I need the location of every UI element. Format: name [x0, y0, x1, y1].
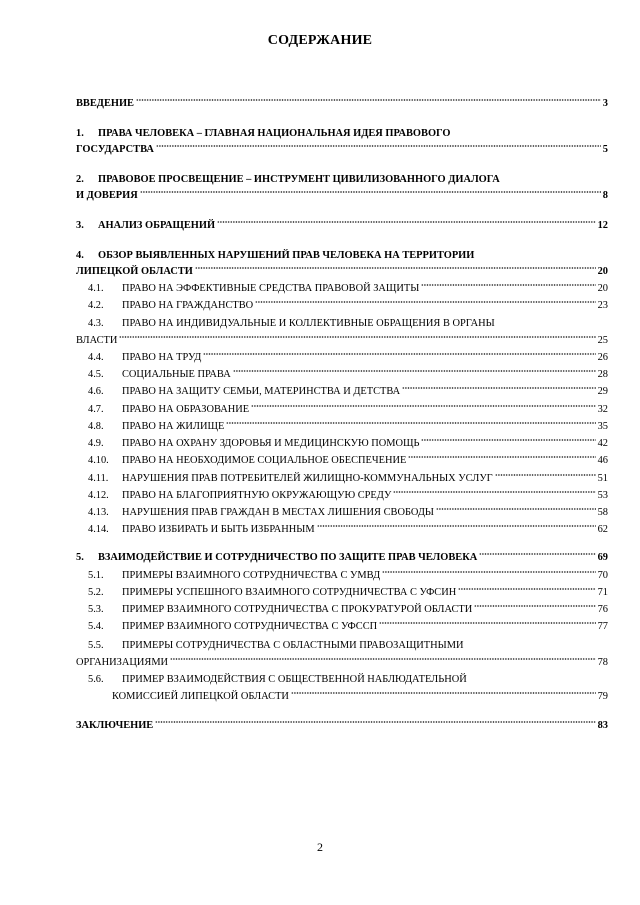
dot-leader: [458, 585, 595, 593]
toc-entry-text: ПРАВО НА НЕОБХОДИМОЕ СОЦИАЛЬНОЕ ОБЕСПЕЧЕНИЕ: [122, 455, 407, 466]
toc-entry-4-9[interactable]: [76, 437, 608, 450]
dot-leader: [233, 367, 596, 375]
toc-section-number: 4.5.: [88, 369, 104, 380]
toc-section-number: 4.10.: [88, 455, 109, 466]
dot-leader: [291, 689, 596, 697]
toc-entry-conclusion[interactable]: [76, 719, 608, 732]
toc-entry-4-6[interactable]: [76, 385, 608, 398]
toc-page-number: 83: [597, 720, 608, 731]
toc-section-number: 5.5.: [88, 640, 104, 651]
page-title: СОДЕРЖАНИЕ: [267, 33, 373, 48]
toc-entry-text: КОМИССИЕЙ ЛИПЕЦКОЙ ОБЛАСТИ: [112, 691, 289, 702]
toc-entry-2-line1[interactable]: [76, 173, 608, 186]
toc-page-number: 28: [597, 369, 608, 380]
toc-entry-text: ПРАВА ЧЕЛОВЕКА – ГЛАВНАЯ НАЦИОНАЛЬНАЯ ИДЕЯ ПРАВОВОГО: [98, 128, 451, 139]
toc-entry-5-3[interactable]: [76, 603, 608, 616]
toc-entry-text: ПРАВО НА ОБРАЗОВАНИЕ: [122, 404, 250, 415]
toc-page-number: 23: [597, 300, 608, 311]
toc-entry-text: АНАЛИЗ ОБРАЩЕНИЙ: [98, 220, 216, 231]
toc-entry-text: ЗАКЛЮЧЕНИЕ: [76, 720, 154, 731]
toc-entry-text: ВЗАИМОДЕЙСТВИЕ И СОТРУДНИЧЕСТВО ПО ЗАЩИТЕ ПРАВ ЧЕЛОВЕКА: [98, 552, 478, 563]
toc-entry-4[interactable]: [76, 265, 608, 278]
toc-page-number: 5: [602, 144, 608, 155]
toc-page-number: 42: [597, 438, 608, 449]
toc-section-number: 4.14.: [88, 524, 109, 535]
toc-page-number: 20: [597, 283, 608, 294]
toc-entry-2[interactable]: [76, 189, 608, 202]
dot-leader: [217, 218, 596, 226]
dot-leader: [140, 188, 601, 196]
dot-leader: [495, 471, 596, 479]
toc-page-number: 69: [597, 552, 608, 563]
toc-section-number: 5.6.: [88, 674, 104, 685]
toc-page-number: 53: [597, 490, 608, 501]
toc-section-number: 4.1.: [88, 283, 104, 294]
toc-section-number: 5.4.: [88, 621, 104, 632]
toc-entry-3[interactable]: [76, 219, 608, 232]
toc-page-number: 77: [597, 621, 608, 632]
dot-leader: [226, 419, 595, 427]
dot-leader: [421, 281, 595, 289]
toc-page-number: 46: [597, 455, 608, 466]
toc-entry-5-1[interactable]: [76, 569, 608, 582]
toc-page-number: 79: [597, 691, 608, 702]
toc-section-number: 4.4.: [88, 352, 104, 363]
toc-entry-4-10[interactable]: [76, 454, 608, 467]
toc-page-number: 29: [597, 386, 608, 397]
toc-page-number: 26: [597, 352, 608, 363]
toc-page-number: 32: [597, 404, 608, 415]
toc-entry-4-line1[interactable]: [76, 249, 608, 262]
toc-page-number: 70: [597, 570, 608, 581]
toc-entry-text: ПРИМЕРЫ ВЗАИМНОГО СОТРУДНИЧЕСТВА С УМВД: [122, 570, 381, 581]
toc-section-number: 4.: [76, 250, 84, 261]
toc-page-number: 62: [597, 524, 608, 535]
toc-section-number: 4.7.: [88, 404, 104, 415]
toc-section-number: 2.: [76, 174, 84, 185]
toc-entry-text: ОРГАНИЗАЦИЯМИ: [76, 657, 169, 668]
toc-entry-text: ПРАВО ИЗБИРАТЬ И БЫТЬ ИЗБРАННЫМ: [122, 524, 315, 535]
toc-entry-5-2[interactable]: [76, 586, 608, 599]
toc-entry-5-5-line1[interactable]: [76, 639, 608, 652]
toc-entry-5-6[interactable]: [76, 690, 608, 703]
toc-entry-text: ПРАВО НА ГРАЖДАНСТВО: [122, 300, 254, 311]
toc-entry-text: ВВЕДЕНИЕ: [76, 98, 134, 109]
toc-entry-5-5[interactable]: [76, 656, 608, 669]
toc-page-number: 35: [597, 421, 608, 432]
dot-leader: [421, 436, 595, 444]
toc-entry-text: ПРАВО НА ИНДИВИДУАЛЬНЫЕ И КОЛЛЕКТИВНЫЕ ОБРАЩЕНИЯ В ОРГАНЫ: [122, 318, 495, 329]
toc-entry-text: ПРАВО НА БЛАГОПРИЯТНУЮ ОКРУЖАЮЩУЮ СРЕДУ: [122, 490, 392, 501]
dot-leader: [402, 384, 595, 392]
toc-page-number: 25: [597, 335, 608, 346]
dot-leader: [382, 568, 595, 576]
dot-leader: [203, 350, 595, 358]
toc-entry-4-8[interactable]: [76, 420, 608, 433]
dot-leader: [155, 718, 595, 726]
toc-section-number: 4.8.: [88, 421, 104, 432]
toc-entry-4-1[interactable]: [76, 282, 608, 295]
toc-section-number: 4.11.: [88, 473, 109, 484]
toc-entry-4-4[interactable]: [76, 351, 608, 364]
toc-page-number: 12: [597, 220, 608, 231]
toc-entry-4-5[interactable]: [76, 368, 608, 381]
toc-entry-1-line1[interactable]: [76, 127, 608, 140]
dot-leader: [251, 402, 596, 410]
dot-leader: [255, 298, 595, 306]
toc-entry-text: ПРАВО НА ЗАЩИТУ СЕМЬИ, МАТЕРИНСТВА И ДЕТСТВА: [122, 386, 401, 397]
toc-section-number: 5.: [76, 552, 84, 563]
toc-entry-text: СОЦИАЛЬНЫЕ ПРАВА: [122, 369, 231, 380]
toc-entry-text: ПРИМЕРЫ УСПЕШНОГО ВЗАИМНОГО СОТРУДНИЧЕСТВА С УФСИН: [122, 587, 457, 598]
toc-section-number: 4.12.: [88, 490, 109, 501]
toc-section-number: 5.2.: [88, 587, 104, 598]
toc-entry-text: НАРУШЕНИЯ ПРАВ ГРАЖДАН В МЕСТАХ ЛИШЕНИЯ СВОБОДЫ: [122, 507, 434, 518]
toc-section-number: 4.2.: [88, 300, 104, 311]
toc-page-number: 8: [602, 190, 608, 201]
toc-entry-4-7[interactable]: [76, 403, 608, 416]
toc-entry-5-6-line1[interactable]: [76, 673, 608, 686]
toc-section-number: 4.3.: [88, 318, 104, 329]
toc-entry-text: ПРИМЕР ВЗАИМНОГО СОТРУДНИЧЕСТВА С УФССП: [122, 621, 378, 632]
dot-leader: [379, 619, 595, 627]
toc-section-number: 4.13.: [88, 507, 109, 518]
toc-section-number: 5.3.: [88, 604, 104, 615]
dot-leader: [436, 505, 596, 513]
dot-leader: [474, 602, 595, 610]
dot-leader: [119, 333, 595, 341]
page-number: 2: [317, 840, 323, 854]
toc-entry-text: ПРИМЕР ВЗАИМНОГО СОТРУДНИЧЕСТВА С ПРОКУРАТУРОЙ ОБЛАСТИ: [122, 604, 473, 615]
toc-entry-text: ПРАВО НА ТРУД: [122, 352, 202, 363]
toc-page-number: 20: [597, 266, 608, 277]
toc-entry-4-11[interactable]: [76, 472, 608, 485]
toc-page-number: 3: [602, 98, 608, 109]
dot-leader: [479, 550, 595, 558]
toc-entry-5[interactable]: [76, 551, 608, 564]
toc-page-number: 51: [597, 473, 608, 484]
toc-entry-text: ПРАВО НА ЭФФЕКТИВНЫЕ СРЕДСТВА ПРАВОВОЙ ЗАЩИТЫ: [122, 283, 420, 294]
toc-entry-text: ПРАВО НА ОХРАНУ ЗДОРОВЬЯ И МЕДИЦИНСКУЮ ПОМОЩЬ: [122, 438, 420, 449]
toc-entry-text: ВЛАСТИ: [76, 335, 118, 346]
toc-entry-1[interactable]: [76, 143, 608, 156]
toc-entry-4-13[interactable]: [76, 506, 608, 519]
toc-entry-4-14[interactable]: [76, 523, 608, 536]
toc-entry-text: НАРУШЕНИЯ ПРАВ ПОТРЕБИТЕЛЕЙ ЖИЛИЩНО-КОММУНАЛЬНЫХ УСЛУГ: [122, 473, 493, 484]
dot-leader: [156, 142, 601, 150]
toc-entry-text: ПРАВО НА ЖИЛИЩЕ: [122, 421, 225, 432]
toc-entry-text: ГОСУДАРСТВА: [76, 144, 154, 155]
toc-entry-text: И ДОВЕРИЯ: [76, 190, 138, 201]
toc-page-number: 78: [597, 657, 608, 668]
toc-entry-4-12[interactable]: [76, 489, 608, 502]
toc-entry-5-4[interactable]: [76, 620, 608, 633]
toc-page-number: 58: [597, 507, 608, 518]
toc-section-number: 4.9.: [88, 438, 104, 449]
dot-leader: [170, 655, 596, 663]
toc-page-number: 76: [597, 604, 608, 615]
toc-section-number: 5.1.: [88, 570, 104, 581]
toc-entry-text: ПРИМЕРЫ СОТРУДНИЧЕСТВА С ОБЛАСТНЫМИ ПРАВОЗАЩИТНЫМИ: [122, 640, 464, 651]
dot-leader: [136, 96, 601, 104]
dot-leader: [408, 453, 595, 461]
toc-page-number: 71: [597, 587, 608, 598]
toc-section-number: 1.: [76, 128, 84, 139]
toc-entry-text: ОБЗОР ВЫЯВЛЕННЫХ НАРУШЕНИЙ ПРАВ ЧЕЛОВЕКА НА ТЕРРИТОРИИ: [98, 250, 475, 261]
toc-entry-4-3[interactable]: [76, 334, 608, 347]
toc-section-number: 4.6.: [88, 386, 104, 397]
toc-entry-4-2[interactable]: [76, 299, 608, 312]
toc-entry-introduction[interactable]: [76, 97, 608, 110]
toc-section-number: 3.: [76, 220, 84, 231]
toc-entry-text: ЛИПЕЦКОЙ ОБЛАСТИ: [76, 266, 193, 277]
toc-entry-4-3-line1[interactable]: [76, 317, 608, 330]
toc-entry-text: ПРИМЕР ВЗАИМОДЕЙСТВИЯ С ОБЩЕСТВЕННОЙ НАБЛЮДАТЕЛЬНОЙ: [122, 674, 467, 685]
dot-leader: [393, 488, 595, 496]
dot-leader: [195, 264, 596, 272]
toc-entry-text: ПРАВОВОЕ ПРОСВЕЩЕНИЕ – ИНСТРУМЕНТ ЦИВИЛИЗОВАННОГО ДИАЛОГА: [98, 174, 500, 185]
dot-leader: [317, 522, 596, 530]
